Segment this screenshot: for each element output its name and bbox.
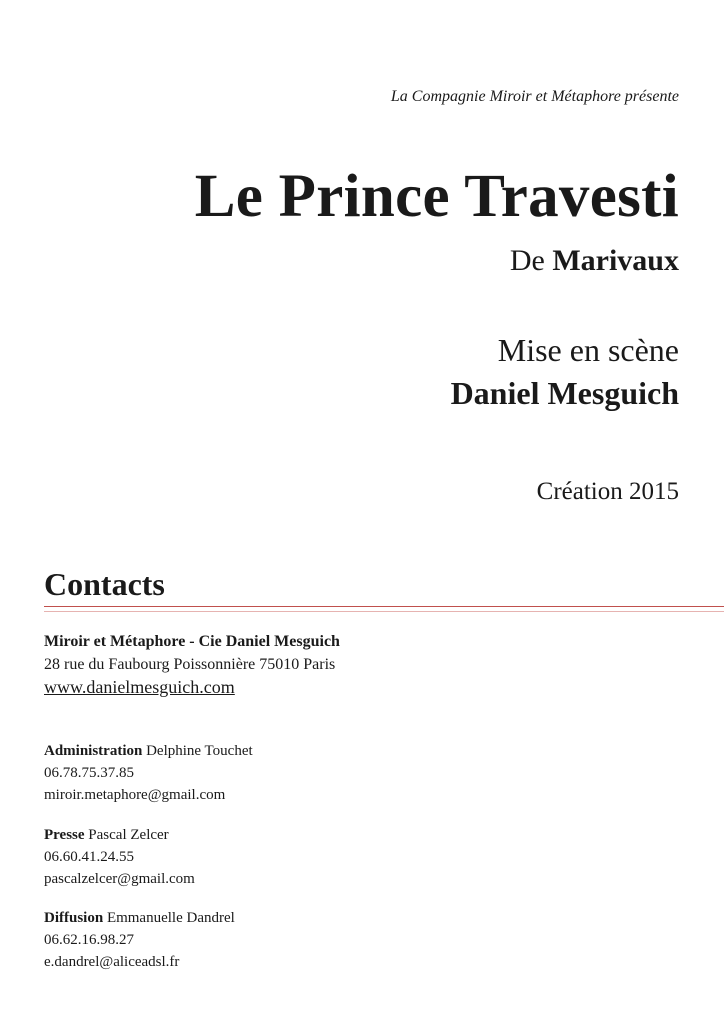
contact-role: Diffusion xyxy=(44,910,104,926)
author-name: Marivaux xyxy=(552,244,679,277)
contact-email[interactable]: miroir.metaphore@gmail.com xyxy=(44,787,226,803)
author-prefix: De xyxy=(509,244,545,277)
contact-header xyxy=(44,740,253,762)
contacts-divider xyxy=(44,606,724,607)
organization-address: 28 rue du Faubourg Poissonnière 75010 Paris xyxy=(44,656,336,673)
contact-name: Emmanuelle Dandrel xyxy=(106,910,235,926)
contact-phone: 06.62.16.98.27 xyxy=(44,932,134,948)
author-line xyxy=(510,244,679,278)
contact-role: Administration xyxy=(44,743,143,759)
contact-administration xyxy=(44,740,253,806)
contacts-divider-shadow xyxy=(44,611,724,612)
contact-diffusion xyxy=(44,907,235,973)
contact-email[interactable]: e.dandrel@aliceadsl.fr xyxy=(44,954,180,970)
contact-email[interactable]: pascalzelcer@gmail.com xyxy=(44,871,195,887)
contact-header xyxy=(44,907,235,929)
contact-name: Pascal Zelcer xyxy=(88,827,169,843)
presents-line: La Compagnie Miroir et Métaphore présente xyxy=(390,88,679,105)
staging-label: Mise en scène xyxy=(497,332,679,368)
organization-name: Miroir et Métaphore - Cie Daniel Mesguich xyxy=(44,633,340,650)
website-link[interactable]: www.danielmesguich.com xyxy=(44,677,235,697)
director-name: Daniel Mesguich xyxy=(450,375,679,411)
contacts-heading: Contacts xyxy=(44,566,165,602)
contact-name: Delphine Touchet xyxy=(146,743,253,759)
contact-header xyxy=(44,824,195,846)
play-title: Le Prince Travesti xyxy=(194,163,679,230)
organization-block xyxy=(44,630,340,699)
contact-phone: 06.60.41.24.55 xyxy=(44,849,134,865)
contact-presse xyxy=(44,824,195,890)
contact-phone: 06.78.75.37.85 xyxy=(44,765,134,781)
creation-year: Création 2015 xyxy=(536,478,679,505)
contact-role: Presse xyxy=(44,827,85,843)
